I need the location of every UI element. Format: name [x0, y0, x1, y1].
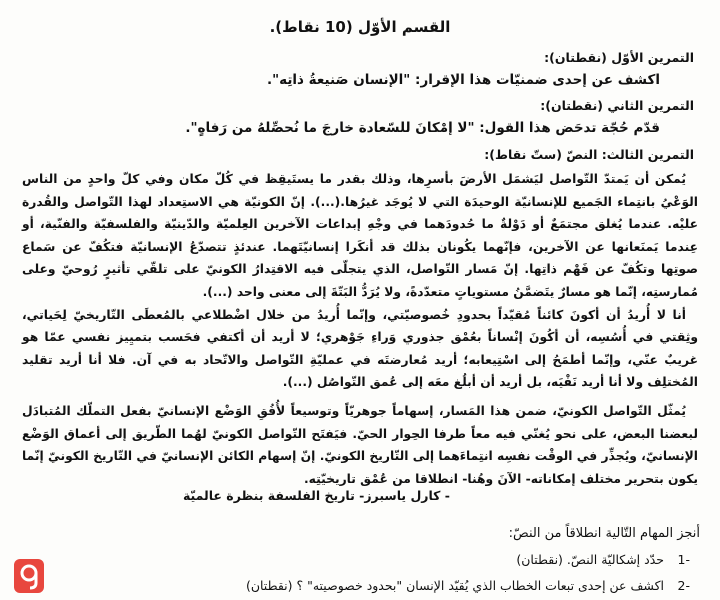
source-citation: - كارل ياسبرز- تاريخ الفلسفة بنظرة عالميّة: [182, 488, 450, 503]
exercise-1-text: اكشف عن إحدى ضمنيّات هذا الإقرار: "الإنسان صَنيعةُ ذاتِه".: [266, 72, 660, 88]
paragraph: يُمثّل التّواصل الكونيّ، ضمن هذا المَسار، إسهاماً جوهريّاً وتوسيعاً لأُفُقِ الوَضْع الإنسانيّ بفعل التملّك المُتبادَل لبعضنا البعض، على نحو يُغنّي فيه معاً طرفا الحِوار الحيّ. فيَفتَح التّواصل الكونيّ لهُما الطّريق إلى أعماق الوَضْع الإنسانيّ، ويُجذِّر في الوقْت نفسِه انتِماءَهما إلى التّاريخ الكونيّ. إنّ إسهام الكائن الإنسانيّ في التّاريخ الكونيّ إنّما يكون بتحرير مختلف إمكاناته- الآنَ وهُنا- انطلاقا من عُمْق تاريخيّتِه.: [22, 403, 698, 486]
exercise-3-label: التمرين الثالث: النصّ (ستّ نقاط):: [484, 147, 694, 162]
task-text: حدّد إشكاليّة النصّ. (نقطتان): [516, 552, 664, 567]
task-item: [246, 578, 690, 593]
exercise-2-text: قدّم حُجّة تدحَض هذا القول: "لا إمْكانَ للسّعادة خارجَ ما نُحصِّلهُ من رَفاهٍ".: [185, 120, 660, 136]
tasks-title: أنجز المهام التّالية انطلاقاً من النصّ:: [508, 526, 700, 541]
task-number: -2: [677, 578, 690, 593]
task-number: -1: [677, 552, 690, 567]
task-item: [516, 552, 690, 567]
paragraph: أنا لا أُريدُ أن أكونَ كائناً مُقيّداً بحدودِ خُصوصيّتي، وإنّما أُريدُ من خلال اضْطلاعي بالمُعطَى التّاريخيّ لِحَياتي، وثِقتي في أُسُسِه، أن أكُونَ إنْساناً بعُمْق جذوري وَراءِ جَوْهري؛ لا أريد أن أكتفي فحَسب بتميِيز نفسي عمّا هو غريبٌ عنّي، وإنّما أطمَحُ إلى اسْتِيعابه؛ أريد مُعارضتَه في عمليّةِ التّواصل والاتّحاد به في آن. فلا أنا أريد تقليد المُختلِف ولا أنا أريد نَفْيَه، بل أريد أن أبلُغ معَه إلى عُمق التّواصُل (...).: [22, 307, 698, 390]
watermark-logo-icon: [12, 555, 46, 595]
text-body: [22, 168, 698, 490]
section-title: القسم الأوّل (10 نقاط).: [269, 18, 451, 36]
exercise-2-label: التمرين الثاني (نقطتان):: [540, 98, 694, 113]
exercise-1-label: التمرين الأوّل (نقطتان):: [544, 50, 694, 65]
task-text: اكشف عن إحدى تبعات الخطاب الذي يُقيّد الإنسان "بحدود خصوصيته" ؟ (نقطتان): [245, 578, 664, 593]
paragraph: يُمكن أن يَمتدّ التّواصل ليَشمَل الأرضَ بأسرِها، وذلك بقدر ما يستَيقِظ في كُلّ مكان وفي كلّ واحدٍ من الناس الوَعْيُ بانتِماء الجَميع للإنسانيّة الوحيدَة التي لا يُوجَد غيرُها.(...). إنّ الكونيّة هي الاستِعداد لهذا التّواصل والقُدرة عليْه. عندما يُغلق مجتمَعٌ أو دَوْلةٌ ما حُدودَهما في وجْهِ إبداعات الآخرين العِلميّة والدّينيّة والفلسفيّة والفنّية، أو عِندما يَمنَعانها عن الآخرين، فإنّهما يكُونان بذلك قد أنكَرا إنسانيّتَهما. عندئذٍ تتصدّعُ الإنسانيّة فتكُفّ عن سَماع صوتِها وتكُفّ عن فَهْم ذاتِها. إنّ مَسار التّواصل، الذي يتجلّى فيه الاقتِدارُ الكونيّ على تلقّي تأثيرٍ رُوحيّ وعلى مُمارستِه، إنّما هو مسارٌ يتَضمَّنُ مستوياتٍ متعدّدةً، ولا يُرَدُّ البَتّةَ إلى معنى واحد (...).: [22, 172, 698, 299]
